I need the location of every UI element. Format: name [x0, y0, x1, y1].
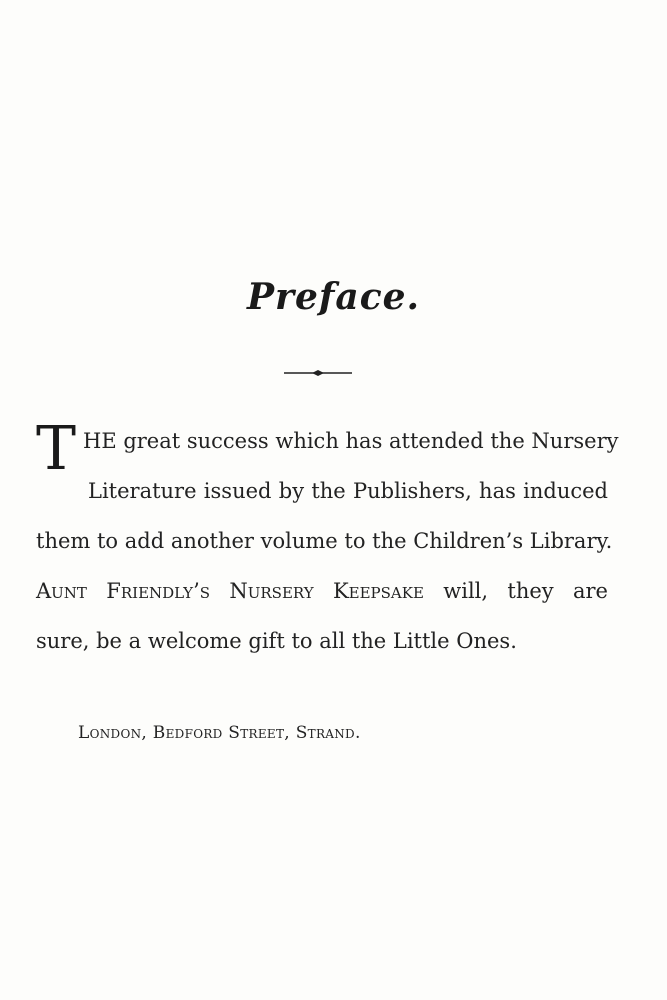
preface-line-1: [36, 414, 619, 484]
preface-line-5: sure, be a welcome gift to all the Little Ones.: [36, 629, 517, 653]
ornament-divider-icon: [284, 366, 352, 380]
book-title: Aunt Friendly’s Nursery Keepsake: [36, 579, 424, 603]
preface-line-4-rest: will, they are: [423, 579, 608, 603]
preface-line-4: [36, 568, 608, 618]
preface-line-1-text: HE great success which has attended the Nursery: [83, 429, 619, 453]
preface-line-2: Literature issued by the Publishers, has induced: [88, 479, 608, 503]
imprint: London, Bedford Street, Strand.: [78, 723, 361, 743]
page-title: Preface.: [246, 276, 421, 318]
preface-paragraph: [36, 414, 619, 668]
preface-line-3: them to add another volume to the Children’s Library.: [36, 529, 613, 553]
drop-cap: T: [36, 414, 77, 484]
